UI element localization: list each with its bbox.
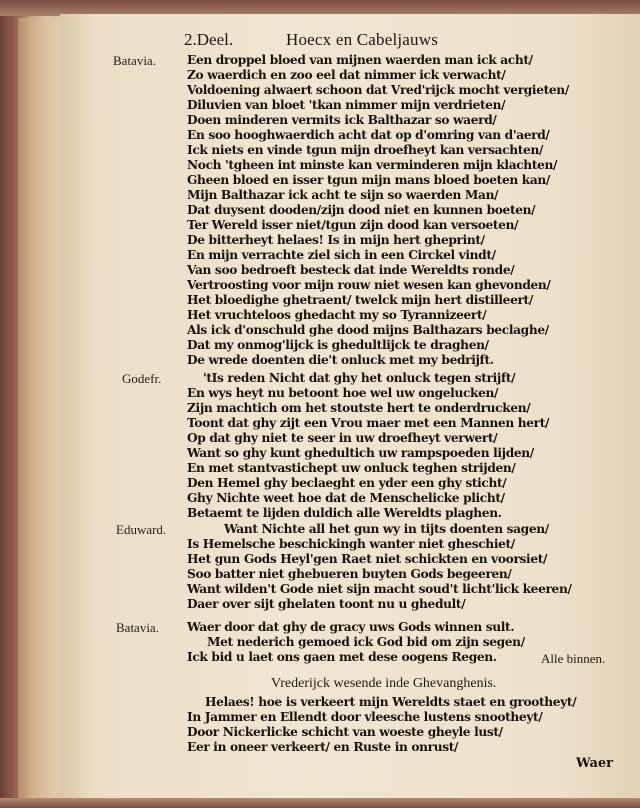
verse-line: Dat duysent dooden/zijn dood niet en kunnen boeten/ xyxy=(187,203,536,217)
speaker-label: Batavia. xyxy=(113,53,156,68)
verse-line: Ick niets en vinde tgun mijn droefheyt kan versachten/ xyxy=(187,143,544,157)
verse-line: Noch 'tgheen int minste kan verminderen mijn klachten/ xyxy=(187,158,558,172)
verse-line: Vertroosting voor mijn rouw niet wesen kan ghevonden/ xyxy=(187,278,551,292)
verse-line: Zo waerdich en zoo eel dat nimmer ick verwacht/ xyxy=(187,68,506,82)
speaker-label: Godefr. xyxy=(122,371,162,386)
verse-line: Het vruchteloos ghedacht my so Tyrannizeert/ xyxy=(187,308,487,322)
verse-line: Het gun Gods Heyl'gen Raet niet schickten en voorsiet/ xyxy=(187,552,548,566)
part-number: 2.Deel. xyxy=(184,30,234,49)
verse-line: Door Nickerlicke schicht van woeste gheyle lust/ xyxy=(187,725,503,739)
verse-line: Diluvien van bloet 'tkan nimmer mijn verdrieten/ xyxy=(187,98,506,112)
scene-heading: Vrederijck wesende inde Ghevanghenis. xyxy=(271,676,497,691)
verse-line: Als ick d'onschuld ghe dood mijns Balthazars beclaghe/ xyxy=(187,323,549,337)
verse-line: Toont dat ghy zijt een Vrou maer met een Mannen hert/ xyxy=(187,416,550,430)
verse-line: Want so ghy kunt ghedultich uw rampspoeden lijden/ xyxy=(187,446,534,460)
verse-line: Ter Wereld isser niet/tgun zijn dood kan versoeten/ xyxy=(187,218,519,232)
verse-line: Een droppel bloed van mijnen waerden man ick acht/ xyxy=(187,53,533,67)
verse-line: Waer door dat ghy de gracy uws Gods winnen sult. xyxy=(187,620,515,634)
verse-line: Voldoening alwaert schoon dat Vred'rijck mocht vergieten/ xyxy=(187,83,569,97)
running-title: Hoecx en Cabeljauws xyxy=(286,30,439,49)
verse-line: Is Hemelsche beschickingh wanter niet gheschiet/ xyxy=(187,537,515,551)
speaker-label: Eduward. xyxy=(116,522,167,537)
verse-line: En mijn verrachte ziel sich in een Circkel vindt/ xyxy=(187,248,496,262)
catchword: Waer xyxy=(576,756,614,771)
verse-line: Soo batter niet ghebueren buyten Gods begeeren/ xyxy=(187,567,512,581)
verse-line: Want Nichte all het gun wy in tijts doenten sagen/ xyxy=(224,522,549,536)
verse-line: Op dat ghy niet te seer in uw droefheyt verwert/ xyxy=(187,431,498,445)
verse-line: En soo hooghwaerdich acht dat op d'omring van d'aerd/ xyxy=(187,128,550,142)
stage-direction-exit: Alle binnen. xyxy=(541,651,606,666)
verse-line: Mijn Balthazar ick acht te sijn so waerden Man/ xyxy=(187,188,499,202)
running-header xyxy=(184,30,524,52)
book-gutter xyxy=(18,18,66,804)
verse-line: De wrede doenten die't onluck met my bedrijft. xyxy=(187,353,494,367)
verse-line: De bitterheyt helaes! Is in mijn hert gheprint/ xyxy=(187,233,485,247)
verse-line: Want wilden't Gode niet sijn macht soud't licht'lick keeren/ xyxy=(187,582,572,596)
verse-line: Daer over sijt ghelaten toont nu u ghedult/ xyxy=(187,597,466,611)
verse-line: In Jammer en Ellendt door vleesche lustens snootheyt/ xyxy=(187,710,543,724)
verse-line: Ghy Nichte weet hoe dat de Menschelicke plicht/ xyxy=(187,491,505,505)
verse-line: Dat my onmog'lijck is ghedultlijck te draghen/ xyxy=(187,338,489,352)
verse-line: Van soo bedroeft besteck dat inde Wereldts ronde/ xyxy=(187,263,515,277)
verse-line: Ick bid u laet ons gaen met dese oogens Regen. xyxy=(187,650,497,664)
verse-line: En wys heyt nu betoont hoe wel uw ongelucken/ xyxy=(187,386,499,400)
verse-line: Zijn machtich om het stoutste hert te onderdrucken/ xyxy=(187,401,531,415)
verse-line: Doen minderen vermits ick Balthazar so waerd/ xyxy=(187,113,497,127)
speaker-label: Batavia. xyxy=(116,620,159,635)
verse-line: Helaes! hoe is verkeert mijn Wereldts staet en grootheyt/ xyxy=(205,695,577,709)
verse-line: Betaemt te lijden duldich alle Wereldts plaghen. xyxy=(187,506,502,520)
verse-line: Het bloedighe ghetraent/ twelck mijn hert distilleert/ xyxy=(187,293,533,307)
verse-line: En met stantvastichept uw onluck teghen strijden/ xyxy=(187,461,516,475)
verse-line: Gheen bloed en isser tgun mijn mans bloed boeten kan/ xyxy=(187,173,551,187)
verse-line: Eer in oneer verkeert/ en Ruste in onrust/ xyxy=(187,740,459,754)
verse-line: Den Hemel ghy beclaeght en yder een ghy sticht/ xyxy=(187,476,507,490)
verse-line: 'tIs reden Nicht dat ghy het onluck tegen strijft/ xyxy=(203,371,516,385)
verse-line: Met nederich gemoed ick God bid om zijn segen/ xyxy=(207,635,525,649)
binding-board-bottom xyxy=(0,798,640,808)
